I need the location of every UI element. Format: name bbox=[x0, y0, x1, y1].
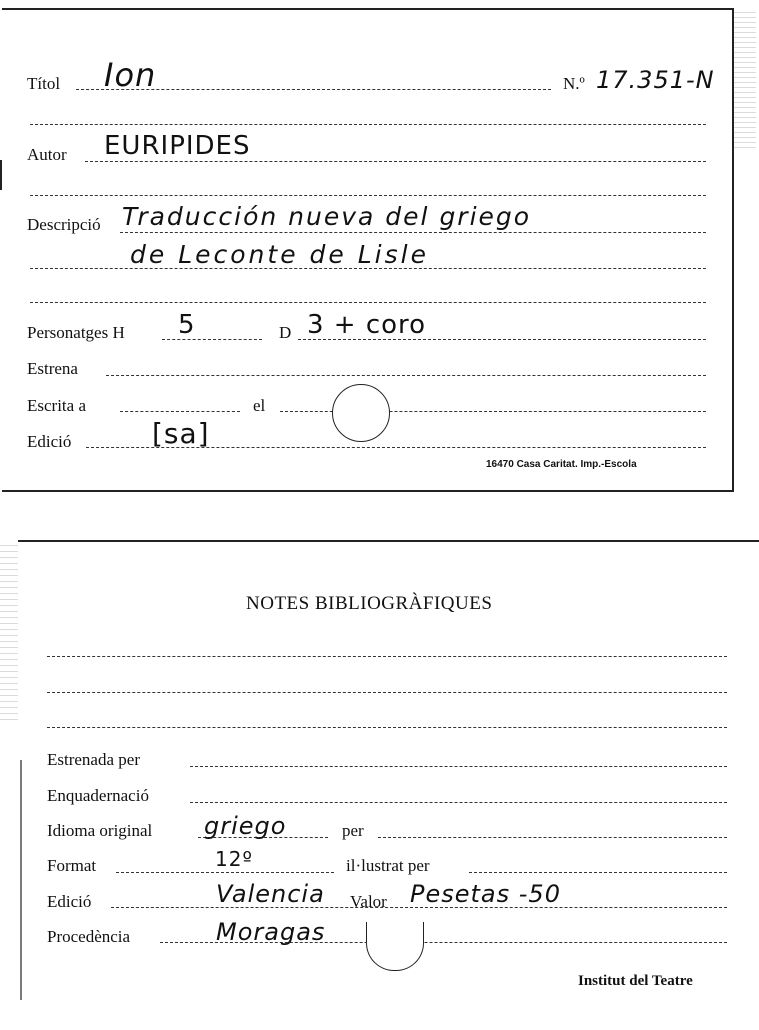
personatges-h-line bbox=[162, 339, 262, 340]
descripcio-label: Descripció bbox=[27, 215, 101, 234]
num-value: 17.351-N bbox=[596, 66, 715, 94]
format-value: 12º bbox=[215, 847, 253, 871]
autor-label: Autor bbox=[27, 145, 67, 164]
descripcio-value-1: Traducción nueva del griego bbox=[122, 202, 532, 231]
procedencia-label: Procedència bbox=[47, 927, 131, 946]
notes-line-1 bbox=[47, 656, 727, 657]
illustrat-line bbox=[469, 872, 727, 873]
institut-label: Institut del Teatre bbox=[578, 973, 693, 989]
line-3 bbox=[30, 302, 706, 303]
notes-heading: NOTES BIBLIOGRÀFIQUES bbox=[246, 593, 493, 614]
notes-line-3 bbox=[47, 727, 727, 728]
el-label: el bbox=[253, 396, 266, 415]
valor-label: Valor bbox=[350, 892, 387, 911]
estrena-label: Estrena bbox=[27, 359, 78, 378]
personatges-h-value: 5 bbox=[178, 310, 196, 340]
num-label: N.º bbox=[563, 74, 585, 93]
procedencia-value: Moragas bbox=[216, 918, 326, 946]
format-label: Format bbox=[47, 856, 97, 875]
printer-imprint: 16470 Casa Caritat. Imp.-Escola bbox=[486, 459, 637, 470]
titol-value: Ion bbox=[104, 56, 157, 94]
edicio-value: [sa] bbox=[152, 417, 210, 450]
card-edge-noise-left bbox=[0, 540, 18, 720]
card-edge-noise-right bbox=[734, 8, 756, 148]
descripcio-value-2: de Leconte de Lisle bbox=[130, 240, 429, 269]
autor-value: EURIPIDES bbox=[104, 131, 251, 161]
autor-line bbox=[85, 161, 706, 162]
per-line bbox=[378, 837, 727, 838]
valor-value: Pesetas -50 bbox=[410, 880, 561, 908]
edicio2-value: Valencia bbox=[216, 880, 325, 908]
idioma-value: griego bbox=[204, 812, 287, 840]
personatges-d-label: D bbox=[279, 323, 292, 342]
escrita-label: Escrita a bbox=[27, 396, 86, 415]
edicio2-label: Edició bbox=[47, 892, 92, 911]
punch-hole bbox=[332, 384, 390, 442]
estrenada-line bbox=[190, 766, 727, 767]
card-left-edge bbox=[0, 160, 2, 190]
enquadernacio-line bbox=[190, 802, 727, 803]
notes-line-2 bbox=[47, 692, 727, 693]
line-2 bbox=[30, 195, 706, 196]
escrita-line bbox=[120, 411, 240, 412]
format-line bbox=[116, 872, 334, 873]
personatges-label: Personatges H bbox=[27, 323, 125, 342]
descripcio-line-1 bbox=[120, 232, 706, 233]
illustrat-label: il·lustrat per bbox=[346, 856, 430, 875]
estrenada-label: Estrenada per bbox=[47, 750, 140, 769]
enquadernacio-label: Enquadernació bbox=[47, 786, 149, 805]
edicio-label: Edició bbox=[27, 432, 72, 451]
personatges-d-value: 3 + coro bbox=[307, 310, 427, 340]
estrena-line bbox=[106, 375, 706, 376]
per-label: per bbox=[342, 821, 364, 840]
idioma-label: Idioma original bbox=[47, 821, 153, 840]
line-1 bbox=[30, 124, 706, 125]
titol-label: Títol bbox=[27, 74, 61, 93]
